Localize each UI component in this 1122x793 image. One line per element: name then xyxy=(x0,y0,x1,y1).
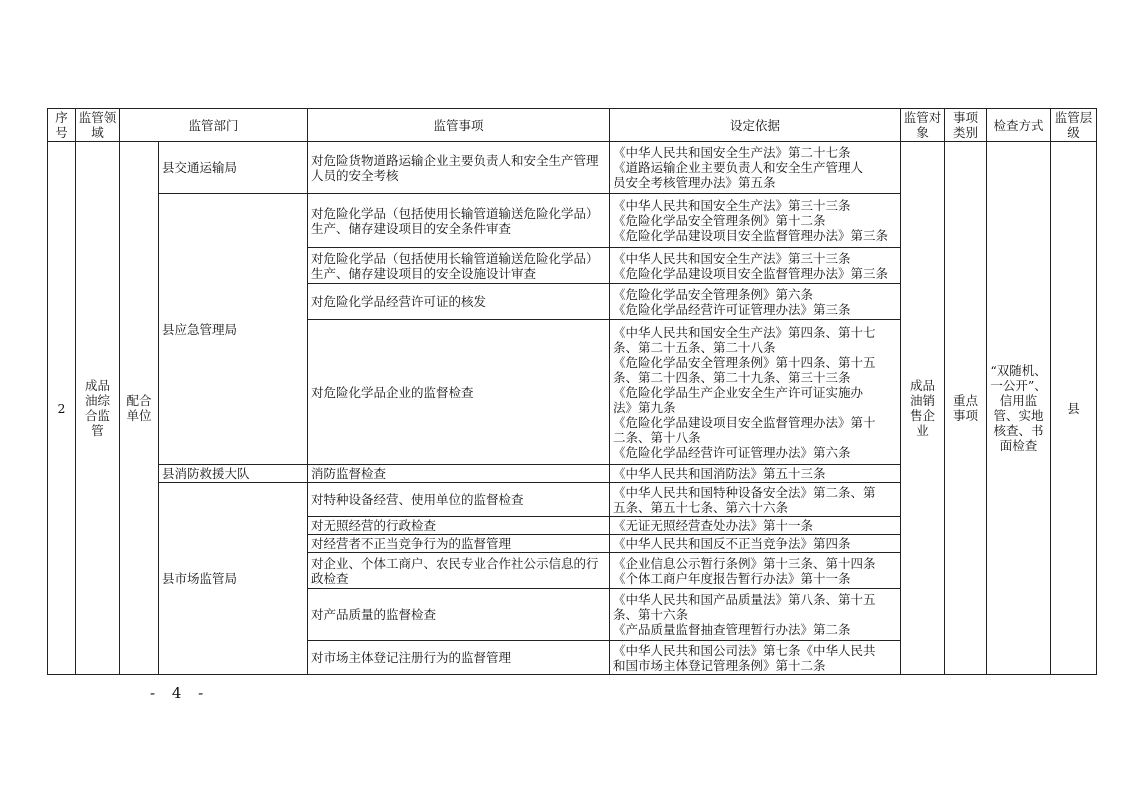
header-row xyxy=(48,109,1097,142)
matter-cell: 对经营者不正当竞争行为的监督管理 xyxy=(308,535,610,553)
basis-line: 《危险化学品建设项目安全监督管理办法》第三条 xyxy=(613,228,889,243)
header-basis: 设定依据 xyxy=(610,109,901,142)
basis-line: 《危险化学品经营许可证管理办法》第六条 xyxy=(613,444,851,460)
basis-cell xyxy=(610,284,901,320)
basis-line: 《危险化学品经营许可证管理办法》第三条 xyxy=(613,301,851,317)
basis-line: 《危险化学品安全管理条例》第十四条、第十五 xyxy=(613,354,876,370)
basis-line: 《中华人民共和国安全生产法》第三十三条 xyxy=(613,198,851,213)
header-level: 监管层级 xyxy=(1051,109,1097,142)
dept-cell: 县应急管理局 xyxy=(159,194,308,465)
group-method: “双随机、一公开”、信用监管、实地核查、书面检查 xyxy=(987,142,1051,675)
basis-line: 《道路运输企业主要负责人和安全生产管理人 xyxy=(613,160,864,175)
dept-cell: 县市场监管局 xyxy=(159,483,308,675)
matter-cell: 对产品质量的监督检查 xyxy=(308,589,610,641)
basis-line: 《个体工商户年度报告暂行办法》第十一条 xyxy=(613,570,851,586)
group-field: 成品油综合监管 xyxy=(76,142,120,675)
page-number: - 4 - xyxy=(150,684,210,702)
basis-line: 和国市场主体登记管理条例》第十二条 xyxy=(613,657,826,673)
basis-line: 《危险化学品安全管理条例》第十二条 xyxy=(613,213,826,228)
header-seq: 序号 xyxy=(48,109,76,142)
basis-line: 《中华人民共和国公司法》第七条《中华人民共 xyxy=(613,642,876,658)
basis-line: 《中华人民共和国消防法》第五十三条 xyxy=(613,466,826,481)
matter-cell: 对危险化学品企业的监督检查 xyxy=(308,320,610,465)
table-row xyxy=(48,142,1097,194)
basis-line: 员安全考核管理办法》第五条 xyxy=(613,175,776,190)
basis-cell xyxy=(610,194,901,248)
basis-cell xyxy=(610,483,901,517)
header-field: 监管领域 xyxy=(76,109,120,142)
basis-line: 《危险化学品安全管理条例》第六条 xyxy=(613,286,814,302)
matter-cell: 对无照经营的行政检查 xyxy=(308,517,610,535)
basis-line: 二条、第十八条 xyxy=(613,429,701,445)
matter-cell: 对企业、个体工商户、农民专业合作社公示信息的行政检查 xyxy=(308,553,610,589)
basis-line: 条、第二十五条、第二十八条 xyxy=(613,339,776,355)
group-object: 成品油销售企业 xyxy=(901,142,945,675)
matter-cell: 对危险化学品（包括使用长输管道输送危险化学品）生产、储存建设项目的安全设施设计审查 xyxy=(308,248,610,284)
regulatory-table xyxy=(47,108,1097,675)
matter-cell: 对危险货物道路运输企业主要负责人和安全生产管理人员的安全考核 xyxy=(308,142,610,194)
basis-cell xyxy=(610,320,901,465)
basis-cell xyxy=(610,465,901,483)
group-category: 重点事项 xyxy=(945,142,987,675)
basis-line: 《中华人民共和国产品质量法》第八条、第十五 xyxy=(613,592,876,607)
basis-line: 《中华人民共和国安全生产法》第四条、第十七 xyxy=(613,324,876,340)
basis-line: 《中华人民共和国反不正当竞争法》第四条 xyxy=(613,536,851,551)
basis-cell xyxy=(610,517,901,535)
basis-line: 条、第十六条 xyxy=(613,607,689,622)
header-category: 事项类别 xyxy=(945,109,987,142)
basis-line: 《企业信息公示暂行条例》第十三条、第十四条 xyxy=(613,555,876,571)
matter-cell: 对危险化学品经营许可证的核发 xyxy=(308,284,610,320)
header-matter: 监管事项 xyxy=(308,109,610,142)
basis-cell xyxy=(610,589,901,641)
matter-cell: 对危险化学品（包括使用长输管道输送危险化学品）生产、储存建设项目的安全条件审查 xyxy=(308,194,610,248)
basis-cell xyxy=(610,535,901,553)
header-object: 监管对象 xyxy=(901,109,945,142)
basis-line: 法》第九条 xyxy=(613,399,676,415)
basis-line: 《危险化学品建设项目安全监督管理办法》第十 xyxy=(613,414,876,430)
basis-line: 《中华人民共和国特种设备安全法》第二条、第 xyxy=(613,484,876,500)
basis-cell xyxy=(610,248,901,284)
matter-cell: 消防监督检查 xyxy=(308,465,610,483)
basis-line: 《中华人民共和国安全生产法》第二十七条 xyxy=(613,145,851,160)
dept-cell: 县消防救援大队 xyxy=(159,465,308,483)
group-level: 县 xyxy=(1051,142,1097,675)
dept-cell: 县交通运输局 xyxy=(159,142,308,194)
basis-cell xyxy=(610,641,901,675)
matter-cell: 对特种设备经营、使用单位的监督检查 xyxy=(308,483,610,517)
basis-line: 条、第二十四条、第二十九条、第三十三条 xyxy=(613,369,851,385)
group-seq: 2 xyxy=(48,142,76,675)
basis-cell xyxy=(610,553,901,589)
matter-cell: 对市场主体登记注册行为的监督管理 xyxy=(308,641,610,675)
header-method: 检查方式 xyxy=(987,109,1051,142)
header-dept: 监管部门 xyxy=(120,109,308,142)
basis-line: 《危险化学品生产企业安全生产许可证实施办 xyxy=(613,384,864,400)
basis-line: 《中华人民共和国安全生产法》第三十三条 xyxy=(613,250,851,266)
group-role: 配合单位 xyxy=(120,142,159,675)
basis-line: 《无证无照经营查处办法》第十一条 xyxy=(613,518,814,533)
basis-line: 《产品质量监督抽查管理暂行办法》第二条 xyxy=(613,622,851,637)
basis-line: 五条、第五十七条、第六十六条 xyxy=(613,499,789,515)
basis-cell xyxy=(610,142,901,194)
basis-line: 《危险化学品建设项目安全监督管理办法》第三条 xyxy=(613,265,889,281)
